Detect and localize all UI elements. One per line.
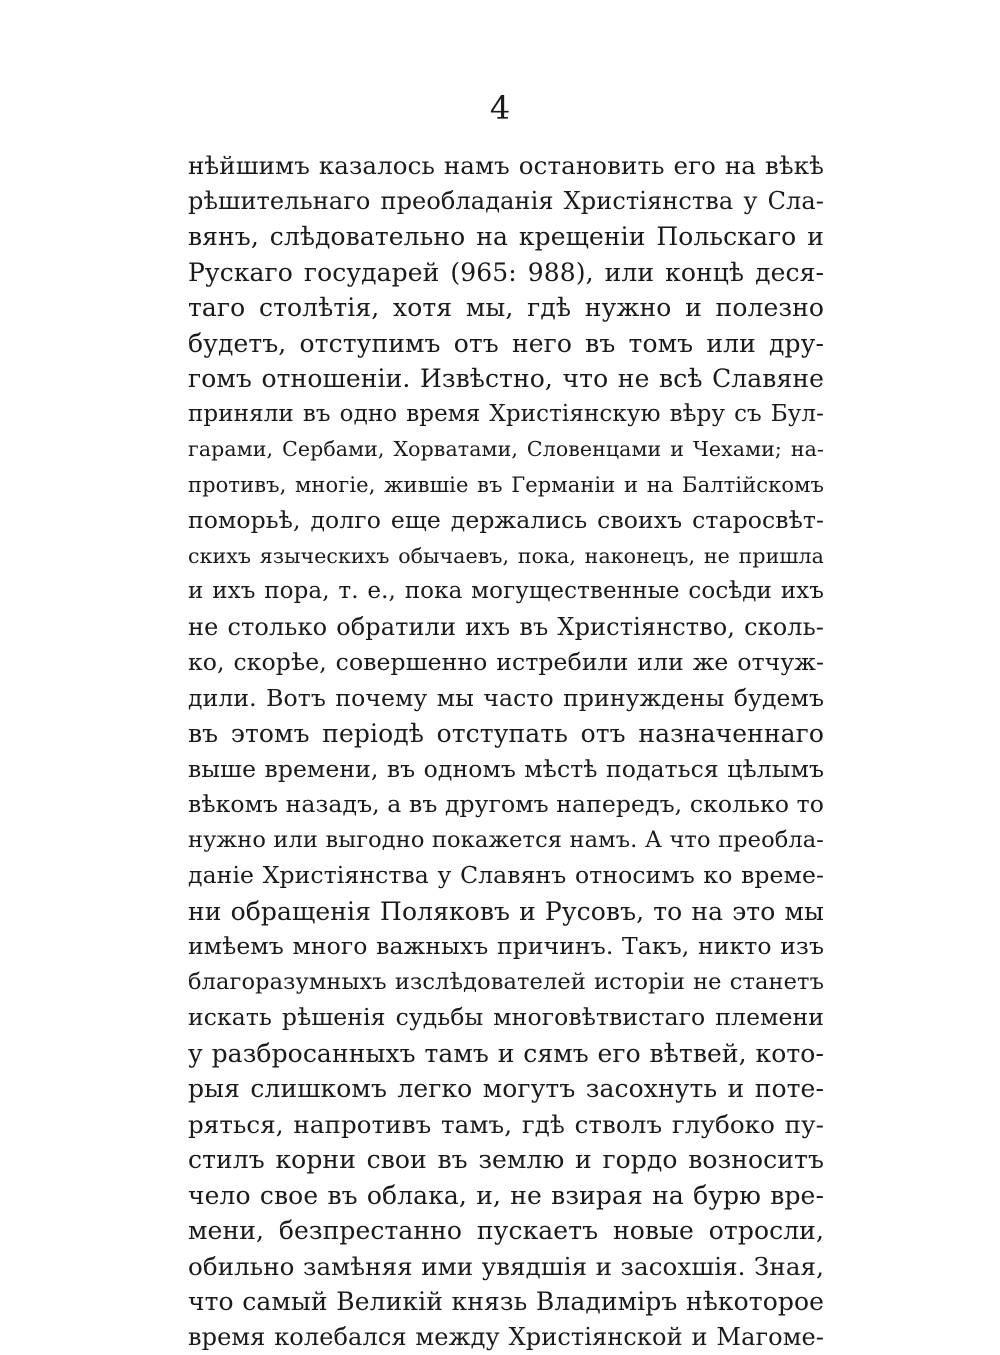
text-line: гомъ отношеніи. Извѣстно, что не всѣ Славяне: [188, 361, 824, 397]
text-line: въ этомъ періодѣ отступать отъ назначеннаго: [188, 716, 824, 752]
text-line: ни обращенія Поляковъ и Русовъ, то на это мы: [188, 894, 824, 930]
text-line: искать рѣшенія судьбы многовѣтвистаго племени: [188, 1000, 824, 1036]
text-line: обильно замѣняя ими увядшія и засохшія. Зная,: [188, 1249, 824, 1285]
text-line: не столько обратили ихъ въ Христіянство, сколь-: [188, 610, 824, 646]
text-line: благоразумныхъ изслѣдователей исторіи не станетъ: [188, 965, 824, 1001]
text-line: мени, безпрестанно пускаетъ новые отросли,: [188, 1213, 824, 1249]
text-line: время колебался между Христіянской и Магоме-: [188, 1320, 824, 1355]
text-line: ко, скорѣе, совершенно истребили или же отчуж-: [188, 645, 824, 681]
text-line: что самый Великій князь Владиміръ нѣкоторое: [188, 1284, 824, 1320]
body-text: [188, 148, 824, 1355]
text-line: вѣкомъ назадъ, а въ другомъ напередъ, сколько то: [188, 787, 824, 823]
text-line: скихъ языческихъ обычаевъ, пока, наконецъ, не пришла: [188, 539, 824, 575]
text-line: рыя слишкомъ легко могутъ засохнуть и поте-: [188, 1071, 824, 1107]
text-line: даніе Христіянства у Славянъ относимъ ко време-: [188, 858, 824, 894]
text-line: поморьѣ, долго еще держались своихъ старосвѣт-: [188, 503, 824, 539]
text-line: гарами, Сербами, Хорватами, Словенцами и Чехами; на-: [188, 432, 824, 468]
text-line: противъ, многіе, жившіе въ Германіи и на Балтійскомъ: [188, 468, 824, 504]
text-line: нужно или выгодно покажется намъ. А что преобла-: [188, 823, 824, 859]
text-line: стилъ корни свои въ землю и гордо возноситъ: [188, 1142, 824, 1178]
text-line: таго столѣтія, хотя мы, гдѣ нужно и полезно: [188, 290, 824, 326]
text-line: имѣемъ много важныхъ причинъ. Такъ, никто изъ: [188, 929, 824, 965]
text-line: дили. Вотъ почему мы часто принуждены будемъ: [188, 681, 824, 717]
text-line: ряться, напротивъ тамъ, гдѣ стволъ глубоко пу-: [188, 1107, 824, 1143]
text-line: Рускаго государей (965: 988), или концѣ деся-: [188, 255, 824, 291]
text-line: чело свое въ облака, и, не взирая на бурю вре-: [188, 1178, 824, 1214]
text-line: вянъ, слѣдовательно на крещеніи Польскаго и: [188, 219, 824, 255]
text-line: и ихъ пора, т. е., пока могущественные сосѣди ихъ: [188, 574, 824, 610]
text-line: будетъ, отступимъ отъ него въ томъ или дру-: [188, 326, 824, 362]
text-line: приняли въ одно время Христіянскую вѣру съ Бул-: [188, 397, 824, 433]
text-line: рѣшительнаго преобладанія Христіянства у Сла-: [188, 184, 824, 220]
text-line: выше времени, въ одномъ мѣстѣ податься цѣлымъ: [188, 752, 824, 788]
text-line: у разбросанныхъ тамъ и сямъ его вѣтвей, кото-: [188, 1036, 824, 1072]
text-line: нѣйшимъ казалось намъ остановить его на вѣкѣ: [188, 148, 824, 184]
page-number: 4: [0, 88, 1000, 128]
